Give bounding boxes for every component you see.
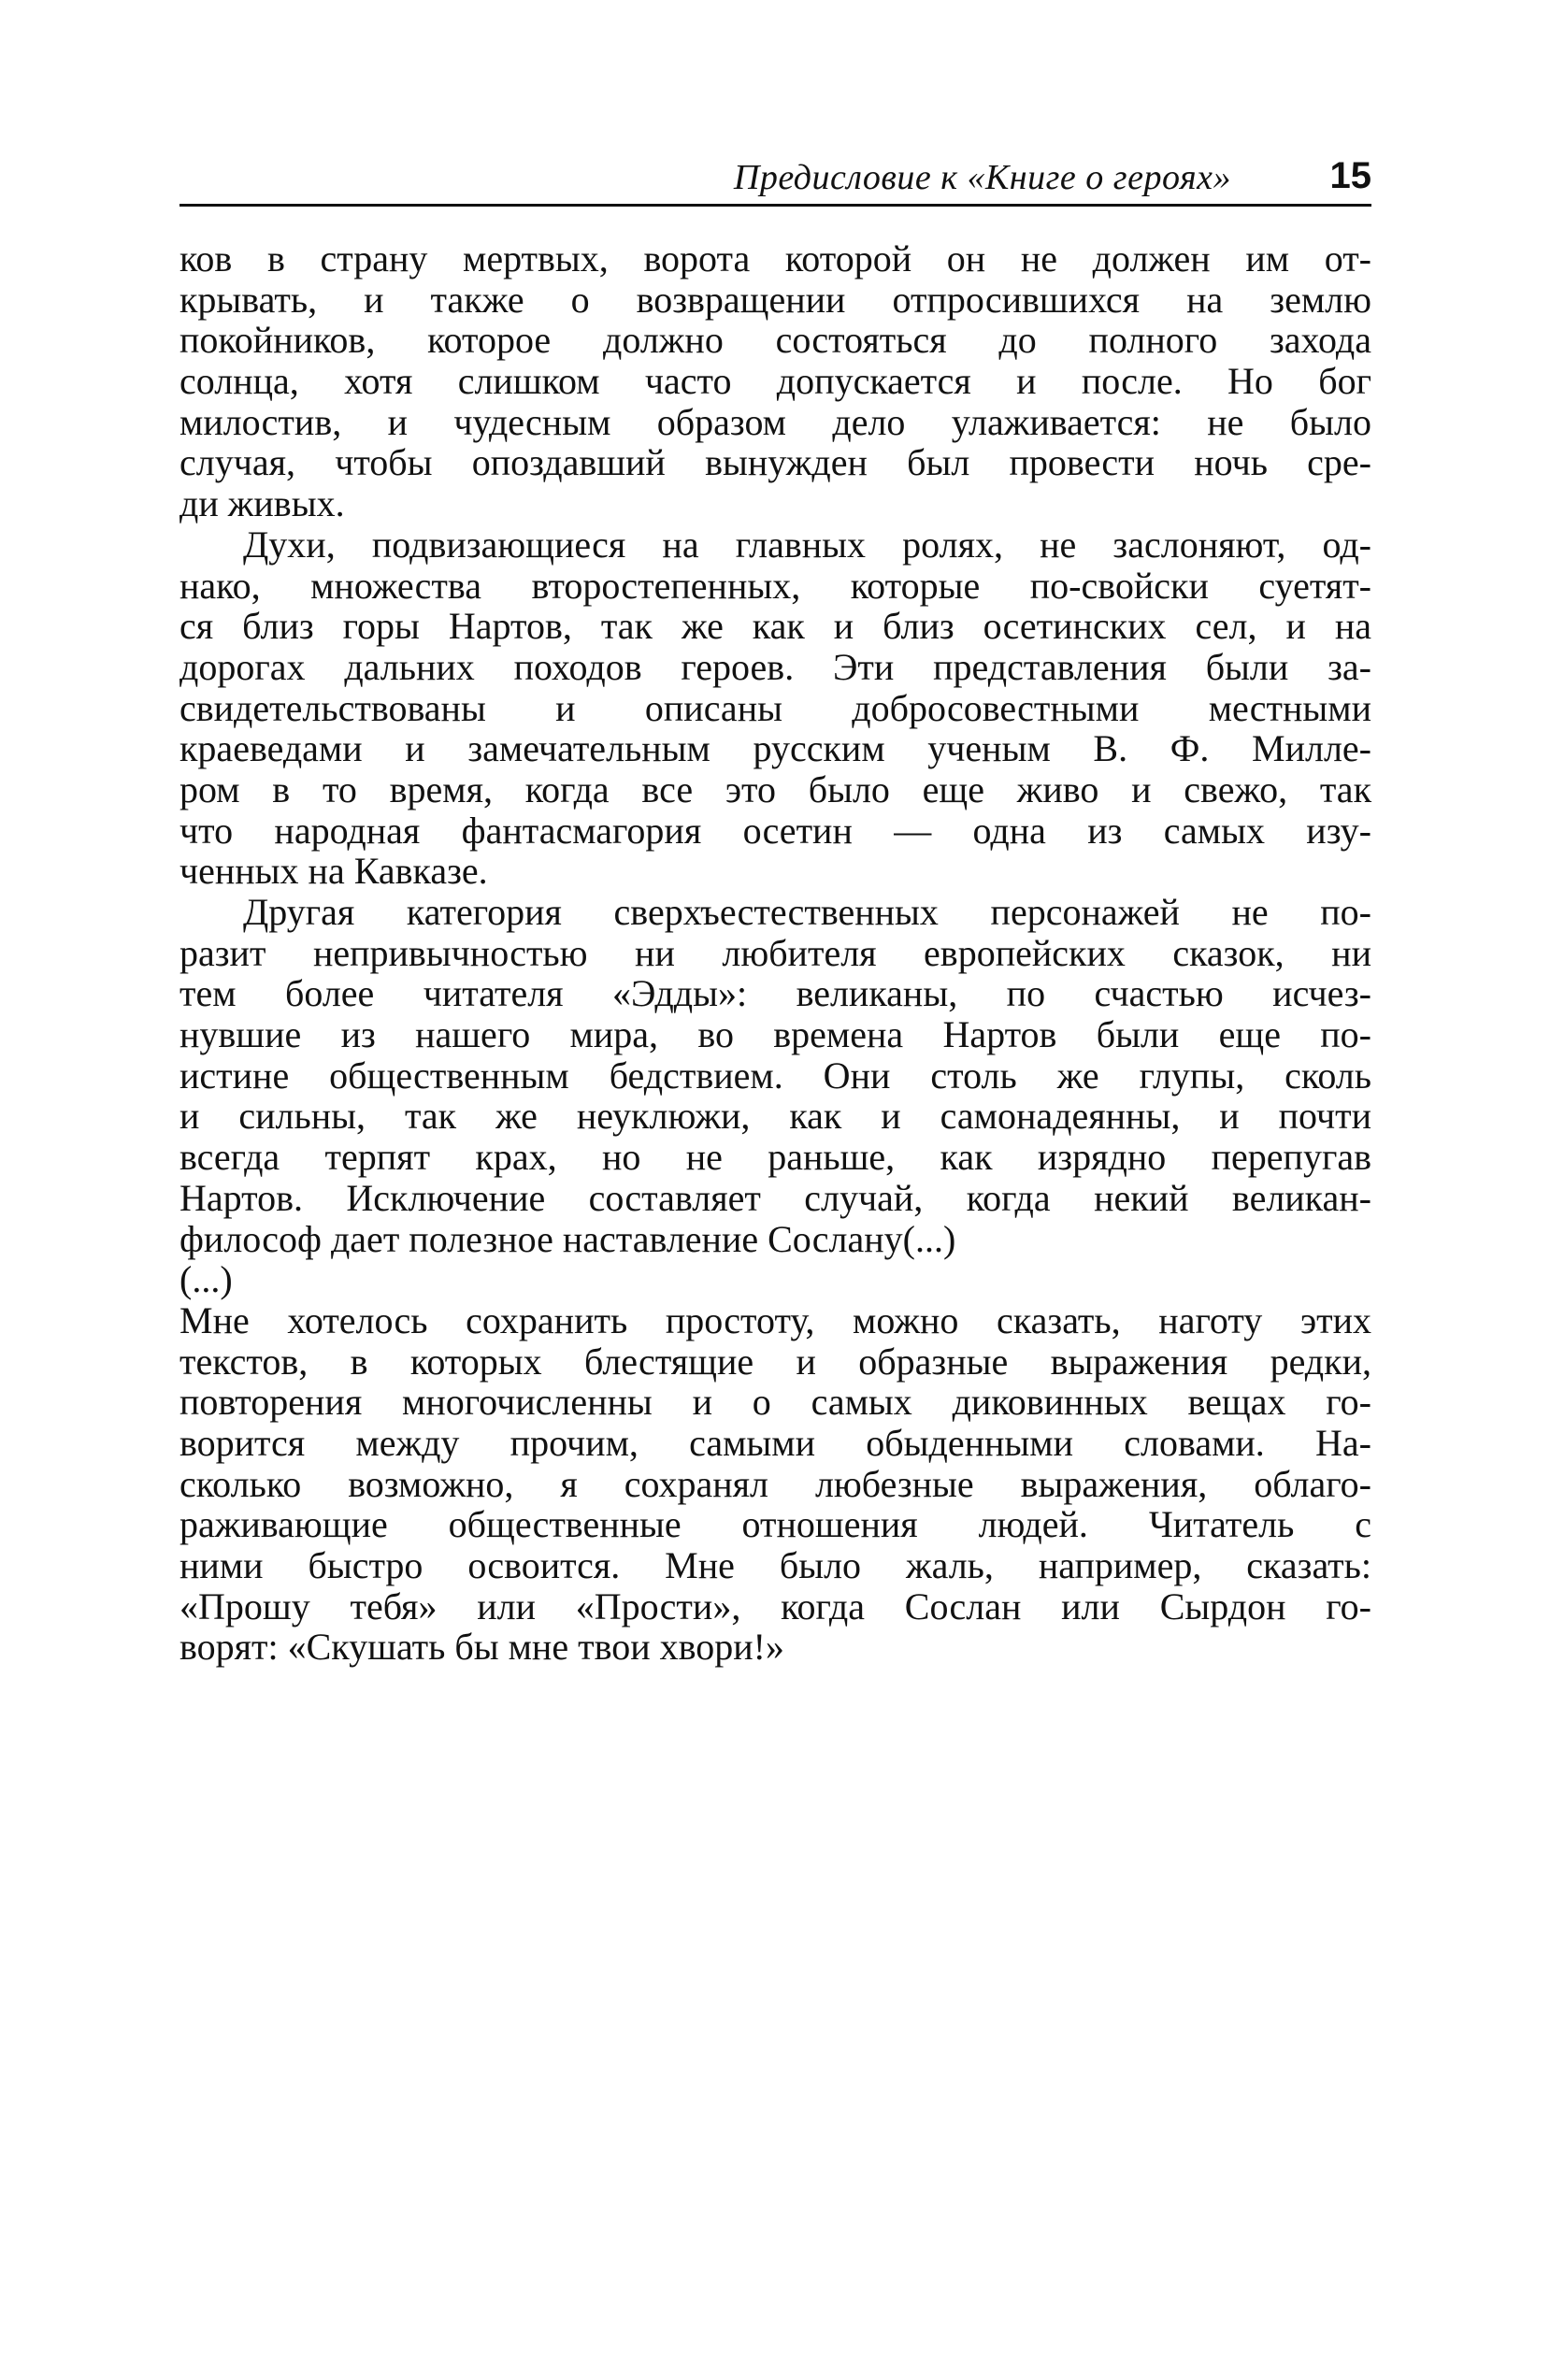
text-line: солнца, хотя слишком часто допускается и после. Но бог (179, 360, 1371, 403)
text-line: разит непривычностью ни любителя европейских сказок, ни (179, 931, 1371, 974)
running-header (179, 151, 1371, 207)
text-line: раживающие общественные отношения людей. Читатель с (179, 1503, 1371, 1546)
text-line: нувшие из нашего мира, во времена Нартов были еще по- (179, 1013, 1371, 1056)
text-line: ков в страну мертвых, ворота которой он не должен им от- (179, 237, 1371, 280)
text-line: повторения многочисленны и о самых диковинных вещах го- (179, 1381, 1371, 1424)
text-line: краеведами и замечательным русским ученым В. Ф. Милле- (179, 727, 1371, 770)
text-line: ворят: «Скушать бы мне твои хвори!» (179, 1626, 784, 1669)
text-line: тем более читателя «Эдды»: великаны, по счастью исчез- (179, 972, 1371, 1015)
text-line: текстов, в которых блестящие и образные выражения редки, (179, 1340, 1371, 1383)
text-line: свидетельствованы и описаны добросовестными местными (179, 686, 1371, 729)
text-line: нако, множества второстепенных, которые по-свойски суетят- (179, 564, 1371, 607)
text-line: милостив, и чудесным образом дело улаживается: не было (179, 400, 1371, 443)
text-line: ся близ горы Нартов, так же как и близ осетинских сел, и на (179, 605, 1371, 648)
text-line: Нартов. Исключение составляет случай, когда некий великан- (179, 1176, 1371, 1219)
text-line: крывать, и также о возвращении отпросившихся на землю (179, 278, 1371, 321)
text-line: ворится между прочим, самыми обыденными словами. На- (179, 1421, 1371, 1464)
running-title: Предисловие к «Книге о героях» (733, 158, 1231, 197)
text-line: Мне хотелось сохранить простоту, можно сказать, наготу этих (179, 1298, 1371, 1341)
text-line: случая, чтобы опоздавший вынужден был провести ночь сре- (179, 441, 1371, 484)
text-line: покойников, которое должно состояться до полного захода (179, 319, 1371, 362)
ellipsis-line: (...) (179, 1258, 233, 1301)
paragraph-start-line: Другая категория сверхъестественных персонажей не по- (243, 891, 1371, 933)
text-line: и сильны, так же неуклюжи, как и самонадеянны, и почти (179, 1095, 1371, 1138)
body-text (179, 238, 1371, 1668)
text-line: ди живых. (179, 482, 345, 525)
text-line: ром в то время, когда все это было еще живо и свежо, так (179, 767, 1371, 810)
text-line: ними быстро освоится. Мне было жаль, например, сказать: (179, 1544, 1371, 1586)
paragraph-start-line: Духи, подвизающиеся на главных ролях, не заслоняют, од- (243, 523, 1371, 566)
text-line: ченных на Кавказе. (179, 850, 488, 893)
text-line: всегда терпят крах, но не раньше, как изрядно перепугав (179, 1136, 1371, 1179)
text-line: истине общественным бедствием. Они столь же глупы, сколь (179, 1054, 1371, 1097)
page-number: 15 (1329, 155, 1371, 196)
text-line: дорогах дальних походов героев. Эти представления были за- (179, 645, 1371, 688)
text-line: философ дает полезное наставление Сослану(...) (179, 1217, 956, 1260)
text-line: сколько возможно, я сохранял любезные выражения, облаго- (179, 1462, 1371, 1505)
text-line: что народная фантасмагория осетин — одна из самых изу- (179, 809, 1371, 852)
text-line: «Прошу тебя» или «Прости», когда Сослан или Сырдон го- (179, 1584, 1371, 1627)
